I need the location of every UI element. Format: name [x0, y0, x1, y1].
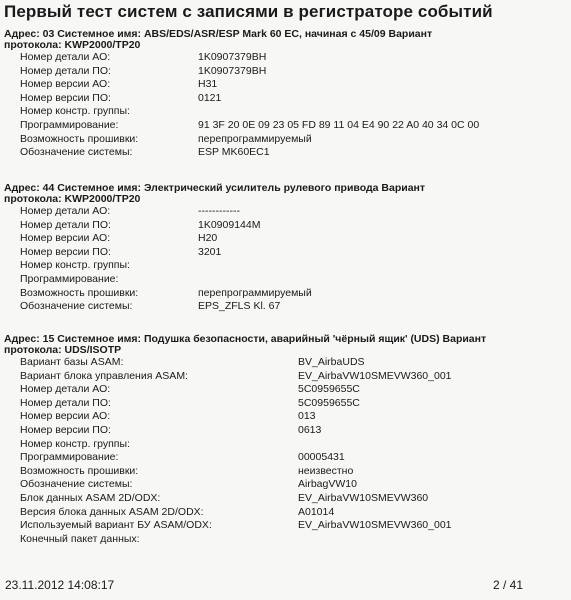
field-value: 0121 [198, 91, 222, 104]
field-label: Блок данных ASAM 2D/ODX: [20, 491, 161, 504]
field-value: EV_AirbaVW10SMEVW360_001 [298, 519, 452, 532]
field-value: EPS_ZFLS Kl. 67 [198, 300, 281, 313]
section-header: Адрес: 03 Системное имя: ABS/EDS/ASR/ESP Mark 60 EC, начиная с 45/09 Вариант протокола: KWP2000/TP20 [4, 28, 433, 51]
field-value: H31 [198, 78, 218, 91]
field-label: Номер констр. группы: [20, 105, 130, 118]
field-value: перепрограммируемый [198, 132, 312, 145]
field-row [4, 438, 566, 452]
field-value: неизвестно [298, 464, 354, 477]
field-row [4, 370, 566, 384]
section-address-03 [4, 29, 566, 160]
field-value: EV_AirbaVW10SMEVW360 [298, 491, 429, 504]
field-row [4, 78, 566, 92]
field-label: Номер детали АО: [20, 51, 111, 63]
field-value: ESP MK60EC1 [198, 146, 270, 159]
field-label: Номер детали АО: [20, 205, 111, 217]
field-label: Конечный пакет данных: [20, 532, 140, 545]
field-value: ------------ [198, 205, 240, 217]
field-label: Программирование: [20, 118, 119, 131]
field-row [4, 92, 566, 106]
field-value: 00005431 [298, 451, 345, 464]
field-label: Программирование: [20, 272, 119, 285]
field-label: Обозначение системы: [20, 146, 133, 159]
field-label: Возможность прошивки: [20, 286, 139, 299]
field-row [4, 300, 566, 314]
field-row [4, 519, 566, 533]
field-label: Используемый вариант БУ ASAM/ODX: [20, 519, 212, 532]
field-value: 3201 [198, 245, 222, 258]
field-value: 1K0907379BH [198, 64, 267, 77]
field-row [4, 424, 566, 438]
field-row [4, 105, 566, 119]
field-row [4, 133, 566, 147]
field-row [4, 287, 566, 301]
field-value: перепрограммируемый [198, 286, 312, 299]
field-row [4, 478, 566, 492]
field-value: H20 [198, 232, 218, 245]
field-value: 5C0959655C [298, 396, 360, 409]
field-row [4, 506, 566, 520]
field-row [4, 146, 566, 160]
field-value: 91 3F 20 0E 09 23 05 FD 89 11 04 E4 90 22 A0 40 34 0C 00 [198, 118, 480, 131]
section-rows [4, 356, 566, 546]
field-label: Номер детали ПО: [20, 218, 111, 231]
field-label: Номер констр. группы: [20, 259, 130, 272]
section-address-15 [4, 334, 566, 546]
field-label: Номер детали ПО: [20, 396, 111, 409]
field-label: Обозначение системы: [20, 478, 133, 491]
page-number: 2 / 41 [492, 578, 523, 592]
field-value: 1K0907379BH [198, 51, 267, 63]
field-row [4, 232, 566, 246]
field-label: Номер версии АО: [20, 232, 111, 245]
page-title: Первый тест систем с записями в регистраторе событий [4, 2, 493, 21]
field-label: Вариант блока управления ASAM: [20, 369, 188, 382]
field-value: AirbagVW10 [298, 478, 357, 491]
field-value: EV_AirbaVW10SMEVW360_001 [298, 369, 452, 382]
section-address-44 [4, 183, 566, 314]
field-label: Номер версии ПО: [20, 245, 111, 258]
field-label: Номер версии ПО: [20, 423, 111, 436]
field-label: Программирование: [20, 451, 119, 464]
field-row [4, 492, 566, 506]
field-value: 0613 [298, 423, 322, 436]
field-row [4, 356, 566, 370]
field-row [4, 205, 566, 219]
field-row [4, 451, 566, 465]
field-value: 1K0909144M [198, 218, 261, 231]
field-label: Версия блока данных ASAM 2D/ODX: [20, 505, 204, 518]
field-label: Вариант базы ASAM: [20, 356, 124, 368]
field-row [4, 383, 566, 397]
field-row [4, 119, 566, 133]
section-header: Адрес: 44 Системное имя: Электрический усилитель рулевого привода Вариант протокола: KWP2000/TP20 [4, 182, 426, 205]
field-row [4, 273, 566, 287]
field-value: 5C0959655C [298, 383, 360, 396]
field-row [4, 219, 566, 233]
field-row [4, 397, 566, 411]
field-row [4, 51, 566, 65]
field-label: Обозначение системы: [20, 300, 133, 313]
field-label: Номер констр. группы: [20, 437, 130, 450]
section-header: Адрес: 15 Системное имя: Подушка безопасности, аварийный 'чёрный ящик' (UDS) Вариант протокола: UDS/ISOTP [4, 333, 487, 356]
section-rows [4, 51, 566, 160]
field-value: 013 [298, 410, 316, 423]
print-datetime: 23.11.2012 14:08:17 [5, 578, 115, 592]
field-row [4, 246, 566, 260]
section-rows [4, 205, 566, 314]
field-value: BV_AirbaUDS [298, 356, 365, 368]
field-label: Возможность прошивки: [20, 132, 139, 145]
field-row [4, 65, 566, 79]
field-label: Номер версии ПО: [20, 91, 111, 104]
field-label: Номер версии АО: [20, 78, 111, 91]
field-label: Номер детали АО: [20, 383, 111, 396]
field-row [4, 259, 566, 273]
field-label: Номер детали ПО: [20, 64, 111, 77]
field-label: Возможность прошивки: [20, 464, 139, 477]
field-row [4, 465, 566, 479]
field-value: A01014 [298, 505, 335, 518]
field-label: Номер версии АО: [20, 410, 111, 423]
field-row [4, 533, 566, 547]
field-row [4, 410, 566, 424]
